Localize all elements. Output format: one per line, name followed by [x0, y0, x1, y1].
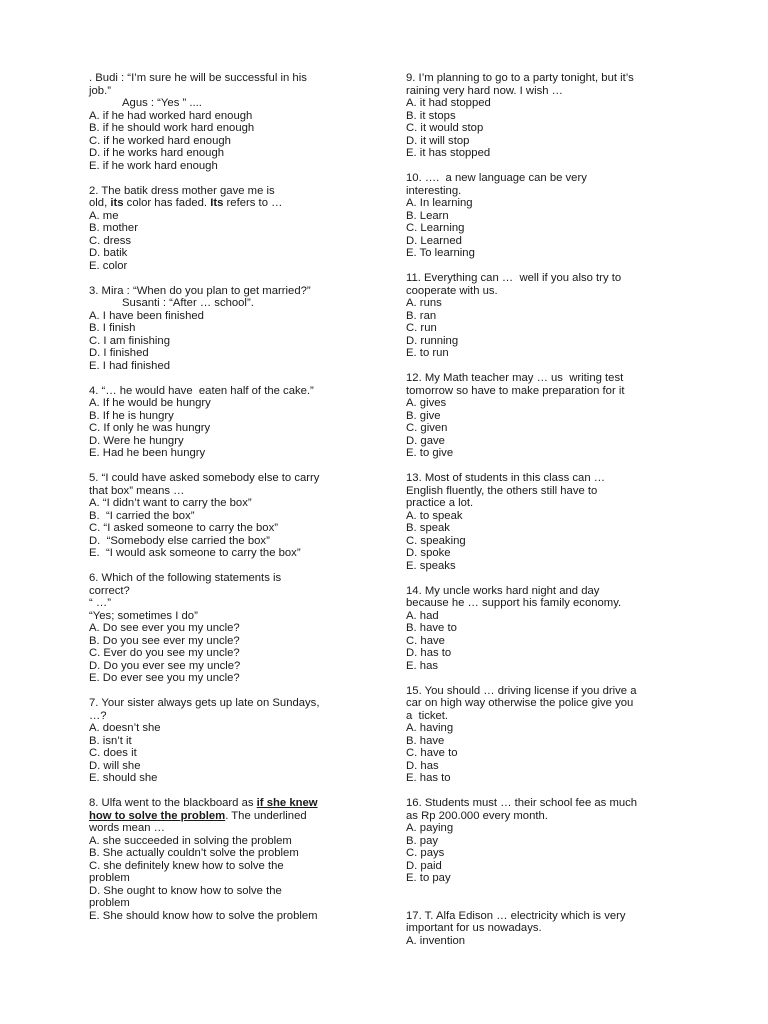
option-a: A. paying [406, 822, 454, 834]
option-b: B. have to [406, 622, 457, 634]
option-c: C. If only he was hungry [89, 422, 211, 434]
question-7 [89, 697, 379, 785]
question-16 [406, 797, 691, 885]
option-a: A. doesn’t she [89, 722, 161, 734]
option-b: B. speak [406, 522, 450, 534]
option-c: C. Learning [406, 222, 465, 234]
option-a: A. “I didn’t want to carry the box” [89, 497, 252, 509]
option-c: C. have [406, 634, 445, 647]
question-text: English fluently, the others still have to [406, 484, 598, 497]
option-a: A. Do see ever you my uncle? [89, 622, 240, 634]
question-text: 5. “I could have asked somebody else to carry [89, 472, 320, 484]
option-b: B. ran [406, 309, 437, 322]
option-a: A. had [406, 609, 439, 622]
question-text: important for us nowadays. [406, 922, 542, 934]
question-text: “Yes; sometimes I do” [89, 609, 198, 622]
question-text: 17. T. Alfa Edison … electricity which is very [406, 909, 626, 922]
option-c: C. Ever do you see my uncle? [89, 647, 240, 659]
option-d: D. has [406, 759, 439, 772]
question-text: car on high way otherwise the police give you [406, 697, 634, 709]
option-a: A. gives [406, 397, 447, 409]
option-e: E. if he work hard enough [89, 159, 218, 172]
option-c-cont: problem [89, 872, 130, 884]
option-e: E. She should know how to solve the problem [89, 909, 318, 922]
question-text: 10. …. a new language can be very [406, 172, 587, 184]
option-b: B. “I carried the box” [89, 509, 195, 522]
option-a: A. it had stopped [406, 97, 491, 109]
question-10 [406, 172, 691, 260]
question-text: Agus : “Yes ” .... [122, 97, 202, 109]
question-text: 16. Students must … their school fee as much [406, 797, 638, 809]
option-d: D. spoke [406, 547, 451, 559]
question-text: raining very hard now. I wish … [406, 84, 563, 97]
question-text: correct? [89, 584, 130, 597]
option-e: E. I had finished [89, 359, 171, 372]
option-c: C. speaking [406, 534, 466, 547]
question-text [89, 197, 379, 210]
question-9 [406, 72, 691, 160]
question-text: 13. Most of students in this class can … [406, 472, 606, 484]
option-d: D. will she [89, 759, 141, 772]
option-d: D. “Somebody else carried the box” [89, 534, 270, 547]
option-c: C. dress [89, 234, 132, 247]
question-15 [406, 685, 691, 785]
question-text: 15. You should … driving license if you drive a [406, 684, 637, 697]
question-text: 2. The batik dress mother gave me is [89, 184, 275, 197]
question-text [89, 810, 379, 823]
option-b: B. pay [406, 834, 439, 847]
question-text: 7. Your sister always gets up late on Sundays, [89, 697, 320, 709]
option-b: B. I finish [89, 322, 136, 334]
question-text: 14. My uncle works hard night and day [406, 584, 600, 597]
option-b: B. have [406, 734, 445, 747]
option-b: B. She actually couldn’t solve the problem [89, 847, 299, 859]
option-c: C. she definitely knew how to solve the [89, 859, 284, 872]
option-c: C. “I asked someone to carry the box” [89, 522, 278, 534]
option-e: E. speaks [406, 559, 456, 572]
question-text: 11. Everything can … well if you also try to [406, 272, 622, 284]
question-text: 6. Which of the following statements is [89, 572, 282, 584]
right-column [406, 72, 691, 960]
option-e: E. has [406, 659, 439, 672]
option-a: A. I have been finished [89, 309, 204, 322]
option-c: C. it would stop [406, 122, 484, 134]
question-text: “ …” [89, 597, 111, 609]
question-text: interesting. [406, 184, 462, 197]
question-text: Susanti : “After … school”. [122, 297, 254, 309]
option-a: A. invention [406, 934, 466, 947]
question-4 [89, 385, 379, 460]
option-c: C. run [406, 322, 437, 334]
option-d: D. I finished [89, 347, 149, 359]
option-a: A. If he would be hungry [89, 397, 211, 409]
option-c: C. have to [406, 747, 458, 759]
question-13 [406, 472, 691, 572]
option-d: D. paid [406, 859, 442, 872]
option-e: E. color [89, 259, 128, 272]
question-17 [406, 910, 691, 948]
option-e: E. to give [406, 447, 454, 459]
question-6 [89, 572, 379, 685]
option-d: D. Were he hungry [89, 434, 184, 447]
option-d-cont: problem [89, 897, 130, 909]
question-text: 12. My Math teacher may … us writing test [406, 372, 624, 384]
question-text: cooperate with us. [406, 284, 498, 297]
text-run: color has faded. [123, 197, 211, 209]
option-c: C. I am finishing [89, 334, 170, 347]
option-d: D. She ought to know how to solve the [89, 884, 282, 897]
option-b: B. mother [89, 222, 138, 234]
question-text: tomorrow so have to make preparation for it [406, 384, 625, 397]
option-b: B. If he is hungry [89, 409, 174, 422]
option-a: A. to speak [406, 509, 463, 522]
option-d: D. running [406, 334, 459, 347]
question-8 [89, 797, 379, 922]
option-c: C. if he worked hard enough [89, 134, 231, 147]
text-run: . The underlined [225, 809, 307, 822]
option-b: B. isn’t it [89, 734, 132, 747]
option-a: A. In learning [406, 197, 473, 209]
option-e: E. Had he been hungry [89, 447, 206, 459]
option-d: D. gave [406, 434, 445, 447]
question-text [89, 797, 379, 810]
option-b: B. Learn [406, 209, 449, 222]
text-run: refers to … [223, 197, 283, 209]
option-b: B. it stops [406, 109, 456, 122]
question-text: job.” [89, 84, 111, 97]
underlined-phrase: if she knew [256, 797, 318, 809]
option-c: C. given [406, 422, 448, 434]
option-d: D. it will stop [406, 134, 470, 147]
question-text: as Rp 200.000 every month. [406, 809, 548, 822]
option-a: A. she succeeded in solving the problem [89, 834, 292, 847]
option-e: E. To learning [406, 247, 475, 259]
option-d: D. if he works hard enough [89, 147, 225, 159]
text-run: old, [89, 197, 111, 209]
question-text: …? [89, 709, 107, 722]
underlined-phrase: how to solve the problem [89, 809, 226, 822]
option-d: D. has to [406, 647, 452, 659]
bold-word: its [110, 197, 124, 209]
question-2 [89, 185, 379, 273]
question-1 [89, 72, 379, 172]
option-a: A. runs [406, 297, 442, 309]
option-a: A. if he had worked hard enough [89, 109, 253, 122]
question-text: 9. I’m planning to go to a party tonight, but it’s [406, 72, 634, 84]
option-e: E. has to [406, 772, 451, 784]
question-12 [406, 372, 691, 460]
option-e: E. to run [406, 347, 449, 359]
question-text: that box” means … [89, 484, 185, 497]
question-11 [406, 272, 691, 360]
question-text: . Budi : “I’m sure he will be successful in his [89, 72, 307, 84]
option-b: B. if he should work hard enough [89, 122, 255, 134]
option-e: E. to pay [406, 872, 451, 884]
bold-word: Its [210, 197, 224, 209]
option-b: B. give [406, 409, 441, 422]
option-e: E. should she [89, 772, 158, 784]
option-b: B. Do you see ever my uncle? [89, 634, 240, 647]
option-d: D. batik [89, 247, 128, 259]
question-text: words mean … [89, 822, 165, 834]
text-run: 8. Ulfa went to the blackboard as [89, 797, 257, 809]
question-3 [89, 285, 379, 373]
question-text: 3. Mira : “When do you plan to get married?” [89, 284, 311, 297]
question-text: because he … support his family economy. [406, 597, 622, 609]
option-e: E. Do ever see you my uncle? [89, 672, 240, 684]
question-text: practice a lot. [406, 497, 474, 509]
option-d: D. Learned [406, 234, 462, 247]
option-e: E. it has stopped [406, 147, 491, 159]
question-text: 4. “… he would have eaten half of the cake.” [89, 384, 314, 397]
option-c: C. pays [406, 847, 445, 859]
question-14 [406, 585, 691, 673]
question-5 [89, 472, 379, 560]
option-c: C. does it [89, 747, 137, 759]
left-column [89, 72, 379, 935]
question-text: a ticket. [406, 709, 449, 722]
option-d: D. Do you ever see my uncle? [89, 659, 241, 672]
option-a: A. having [406, 722, 454, 734]
option-a: A. me [89, 209, 119, 222]
option-e: E. “I would ask someone to carry the box” [89, 547, 301, 559]
